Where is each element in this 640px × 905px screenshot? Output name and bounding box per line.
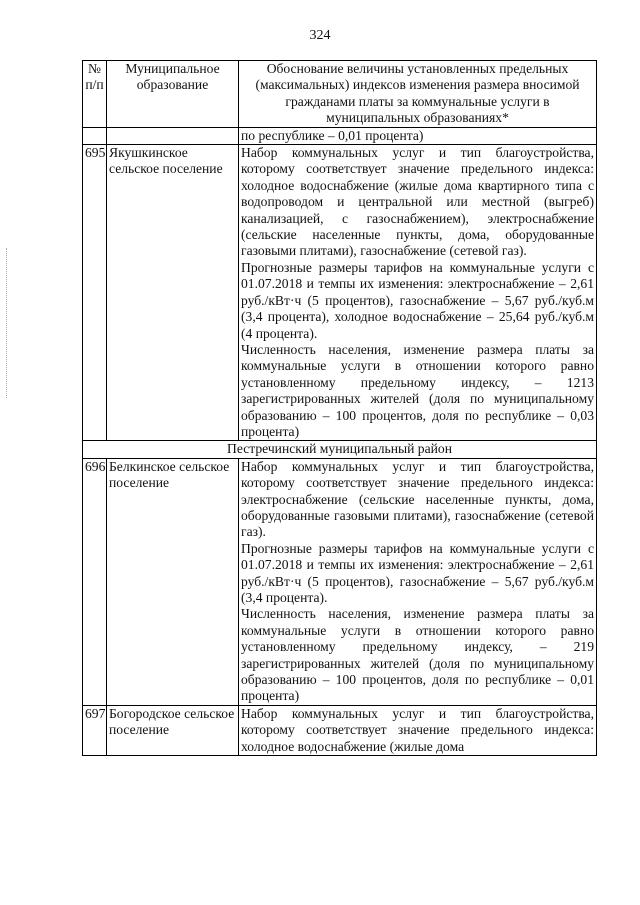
table-row	[83, 145, 597, 441]
district-name: Пестречинский муниципальный район	[83, 441, 597, 458]
paragraph: Набор коммунальных услуг и тип благоустройства, которому соответствует значение предельного индекса: холодное водоснабжение (жилые дома квартирного типа с водопроводом и центральной или местной (выгреб) канализацией, с газоснабжением), электроснабжение (сельские населенные пункты, дома, оборудованные газовыми плитами), газоснабжение (сетевой газ).	[241, 145, 594, 259]
header-municipality: Муниципальное образование	[107, 61, 239, 128]
table-row-continued	[83, 127, 597, 144]
district-row	[83, 441, 597, 458]
header-number: № п/п	[83, 61, 107, 128]
row-number: 696	[83, 458, 107, 705]
paragraph: Прогнозные размеры тарифов на коммунальные услуги с 01.07.2018 и темпы их изменения: электроснабжение – 2,61 руб./кВт·ч (5 процентов), газоснабжение – 5,67 руб./куб.м (3,4 процента), холодное водоснабжение – 25,64 руб./куб.м (4 процента).	[241, 259, 594, 341]
table-row	[83, 458, 597, 705]
paragraph: Набор коммунальных услуг и тип благоустройства, которому соответствует значение предельного индекса: электроснабжение (сельские населенные пункты, дома, оборудованные газовыми плитами), газоснабжение (сетевой газ).	[241, 458, 594, 540]
municipality-name: Якушкинское сельское поселение	[107, 145, 239, 441]
indices-table	[82, 60, 597, 756]
municipality-name: Белкинское сельское поселение	[107, 458, 239, 705]
scan-margin-marks	[6, 248, 7, 398]
justification-cell	[239, 145, 597, 441]
row-number: 697	[83, 705, 107, 755]
row-number: 695	[83, 145, 107, 441]
cell-empty	[107, 127, 239, 144]
cell-empty	[83, 127, 107, 144]
paragraph: Прогнозные размеры тарифов на коммунальные услуги с 01.07.2018 и темпы их изменения: электроснабжение – 2,61 руб./кВт·ч (5 процентов), газоснабжение – 5,67 руб./куб.м (3,4 процента).	[241, 540, 594, 605]
page-number: 324	[309, 28, 331, 43]
paragraph: Набор коммунальных услуг и тип благоустройства, которому соответствует значение предельного индекса: холодное водоснабжение (жилые дома	[241, 705, 594, 754]
table-row	[83, 705, 597, 755]
justification-cell	[239, 705, 597, 755]
paragraph: Численность населения, изменение размера платы за коммунальные услуги в отношении которого равно установленному предельному индексу, – 1213 зарегистрированных жителей (доля по муниципальному образованию – 100 процентов, доля по республике – 0,03 процента)	[241, 341, 594, 439]
table-header-row	[83, 61, 597, 128]
municipality-name: Богородское сельское поселение	[107, 705, 239, 755]
justification-cell	[239, 458, 597, 705]
paragraph: Численность населения, изменение размера платы за коммунальные услуги в отношении которого равно установленному предельному индексу, – 219 зарегистрированных жителей (доля по муниципальному образованию – 100 процентов, доля по республике – 0,01 процента)	[241, 606, 594, 704]
header-justification: Обоснование величины установленных предельных (максимальных) индексов изменения размера вносимой гражданами платы за коммунальные услуги в муниципальных образованиях*	[239, 61, 597, 128]
continued-text: по республике – 0,01 процента)	[239, 127, 597, 144]
